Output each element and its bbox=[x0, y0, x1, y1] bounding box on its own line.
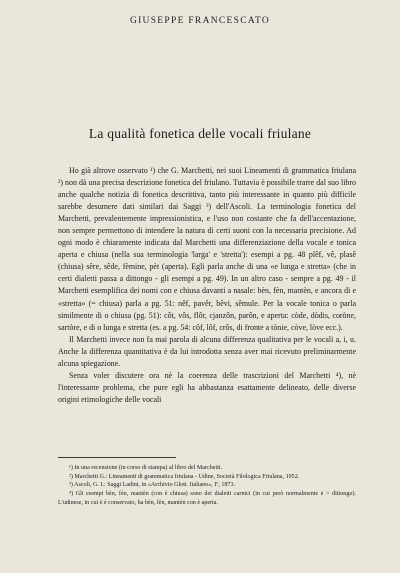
running-header-author: GIUSEPPE FRANCESCATO bbox=[129, 16, 271, 26]
footnote: ³) Ascoli, G. I.: Saggi Ladini, in «Archivio Glott. Italiano», Iº, 1873. bbox=[69, 482, 236, 489]
body-paragraph: Senza voler discutere ora nè la coerenza delle trascrizioni del Marchetti ⁴), nè l'interessante problema, che pure egli ha abbastanza esattamente delineato, delle diverse origini etimologiche delle vocali bbox=[58, 370, 356, 404]
footnotes bbox=[58, 464, 356, 508]
body-paragraph: Ho già altrove osservato ¹) che G. Marchetti, nei suoi Lineamenti di grammatica friulana ²) non dà una precisa descrizione fonetica del friulano. Tuttavia è possibile trarre dal suo libro anche qualche notizia di fonetica descrittiva, tanto più interessante in quanto più difficile sarebbe desumere dati similari dai Saggi ³) dell'Ascoli. La terminologia fonetica del Marchetti, prevalentemente impressionistica, e l'uso non costante che fa dell'accentazione, non sempre permettono di intendere la natura di certi suoni con la necessaria precisione. Ad ogni modo è chiaramente indicata dal Marchetti una differenziazione della vocale e tonica aperta e chiusa (nella sua terminologia 'larga' e 'stretta'): esempi a pg. 48 plêf, vê, plasê (chiusa) sêre, sêde, fèmine, pèt (aperta). Egli parla anche di una «e lunga e stretta» (che in certi dialetti passa a dittongo - gli esempi a pg. 49). In un altro caso - sempre a pg. 49 - il Marchetti esemplifica dei nomi con e chiusa davanti a nasale: bèn, fèn, mantèn, e ancora di e «stretta» (= chiusa) parla a pg. 51: nêf, pavêr, bêvi, sêmule. Per la vocale tonica o parla similmente di o chiusa (pg. 51): côt, vôs, flôr, cjanzôn, parôn, e aperta: còde, dòdis, coròne, sartòre, e di o lunga e stretta (es. a pg. 54: côf, lôf, crôs, di fronte a tònie, còve, lòve ecc.). bbox=[58, 166, 356, 332]
footnote-divider bbox=[58, 457, 176, 458]
article-body bbox=[58, 165, 356, 406]
article-title: La qualità fonetica delle vocali friulane bbox=[88, 126, 312, 141]
footnote: ⁴) Gli esempi bèn, fèn, mantèn (con è chiusa) sono dei dialetti carnici (in cui però normalmente ė > dittongo). L'udinese, in cui è è conservato, ha bèn, fèn, mantèn con è aperta. bbox=[58, 491, 356, 506]
footnote: ²) Marchetti G.: Lineamenti di grammatica friulana - Udine, Società Filologica Friulana, 1952. bbox=[69, 473, 300, 480]
body-paragraph: Il Marchetti invece non fa mai parola di alcuna differenza qualitativa per le vocali a, i, u. Anche la differenza quantitativa è da lui introdotta senza aver mai ricevuto preliminarmente alcuna spiegazione. bbox=[58, 334, 356, 368]
footnote: ¹) In una recensione (in corso di stampa) al libro del Marchetti. bbox=[69, 465, 223, 471]
